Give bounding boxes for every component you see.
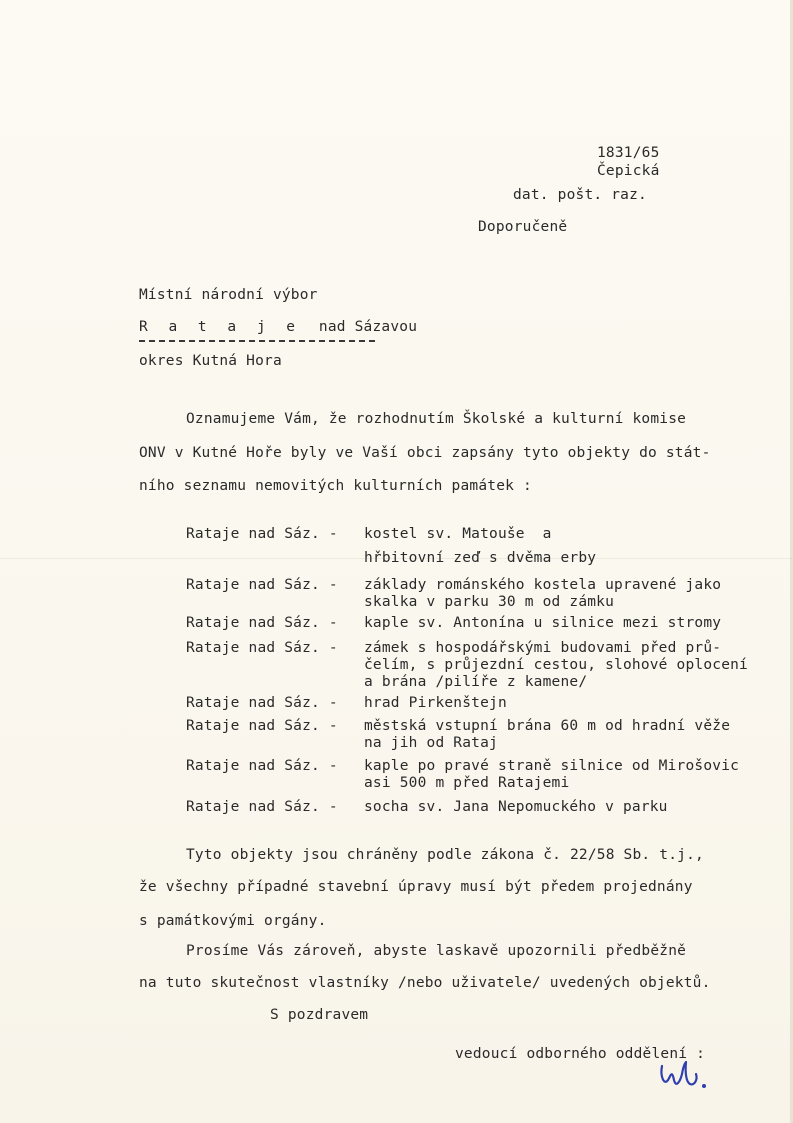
monument-description: zámek s hospodářskými budovami před prů- [364, 640, 722, 656]
monument-place: Rataje nad Sáz. - [186, 758, 338, 774]
monument-place: Rataje nad Sáz. - [186, 640, 338, 656]
intro-line-3: ního seznamu nemovitých kulturních památek : [139, 478, 532, 494]
addressee-office: Místní národní výbor [139, 287, 318, 303]
request-line-1: Prosíme Vás zároveň, abyste laskavě upozornili předběžně [186, 943, 687, 959]
request-line-2: na tuto skutečnost vlastníky /nebo uživatele/ uvedených objektů. [139, 975, 711, 991]
monument-description: základy románského kostela upravené jako [364, 577, 722, 593]
reference-number: 1831/65 [597, 145, 660, 161]
monument-description: asi 500 m před Ratajemi [364, 775, 570, 791]
monument-description: socha sv. Jana Nepomuckého v parku [364, 799, 668, 815]
monument-description: skalka v parku 30 m od zámku [364, 594, 615, 610]
monument-description: městská vstupní brána 60 m od hradní věže [364, 718, 731, 734]
addressee-place-suffix: nad Sázavou [318, 319, 418, 335]
monument-description: čelím, s průjezdní cestou, slohové oplocení [364, 657, 748, 673]
monument-description: na jih od Rataj [364, 735, 498, 751]
intro-line-2: ONV v Kutné Hoře byly ve Vaší obci zapsány tyto objekty do stát- [139, 445, 711, 461]
monument-description: kostel sv. Matouše a [364, 526, 552, 542]
monument-place: Rataje nad Sáz. - [186, 799, 338, 815]
handwritten-signature [656, 1058, 708, 1094]
monument-place: Rataje nad Sáz. - [186, 526, 338, 542]
closing-greeting: S pozdravem [270, 1007, 369, 1023]
protection-line-3: s památkovými orgány. [139, 913, 327, 929]
addressee-place [139, 318, 417, 336]
signer-title: vedoucí odborného oddělení : [455, 1046, 706, 1062]
monument-place: Rataje nad Sáz. - [186, 718, 338, 734]
monument-place: Rataje nad Sáz. - [186, 695, 338, 711]
addressee-district: okres Kutná Hora [139, 353, 282, 369]
date-line: dat. pošt. raz. [513, 187, 647, 203]
monument-description: hřbitovní zeď s dvěma erby [364, 550, 597, 566]
addressee-underline [139, 340, 375, 342]
protection-line-2: že všechny případné stavební úpravy musí být předem projednány [139, 879, 693, 895]
monument-description: kaple po pravé straně silnice od Mirošovic [364, 758, 740, 774]
registered-mail-note: Doporučeně [478, 219, 568, 235]
clerk-name: Čepická [597, 163, 660, 179]
monument-place: Rataje nad Sáz. - [186, 577, 338, 593]
addressee-place-name: R a t a j e [139, 319, 302, 335]
intro-line-1: Oznamujeme Vám, že rozhodnutím Školské a kulturní komise [186, 411, 687, 427]
monument-description: hrad Pirkenštejn [364, 695, 507, 711]
protection-line-1: Tyto objekty jsou chráněny podle zákona č. 22/58 Sb. t.j., [186, 847, 704, 863]
monument-description: a brána /pilíře z kamene/ [364, 674, 588, 690]
monument-description: kaple sv. Antonína u silnice mezi stromy [364, 615, 722, 631]
monument-place: Rataje nad Sáz. - [186, 615, 338, 631]
